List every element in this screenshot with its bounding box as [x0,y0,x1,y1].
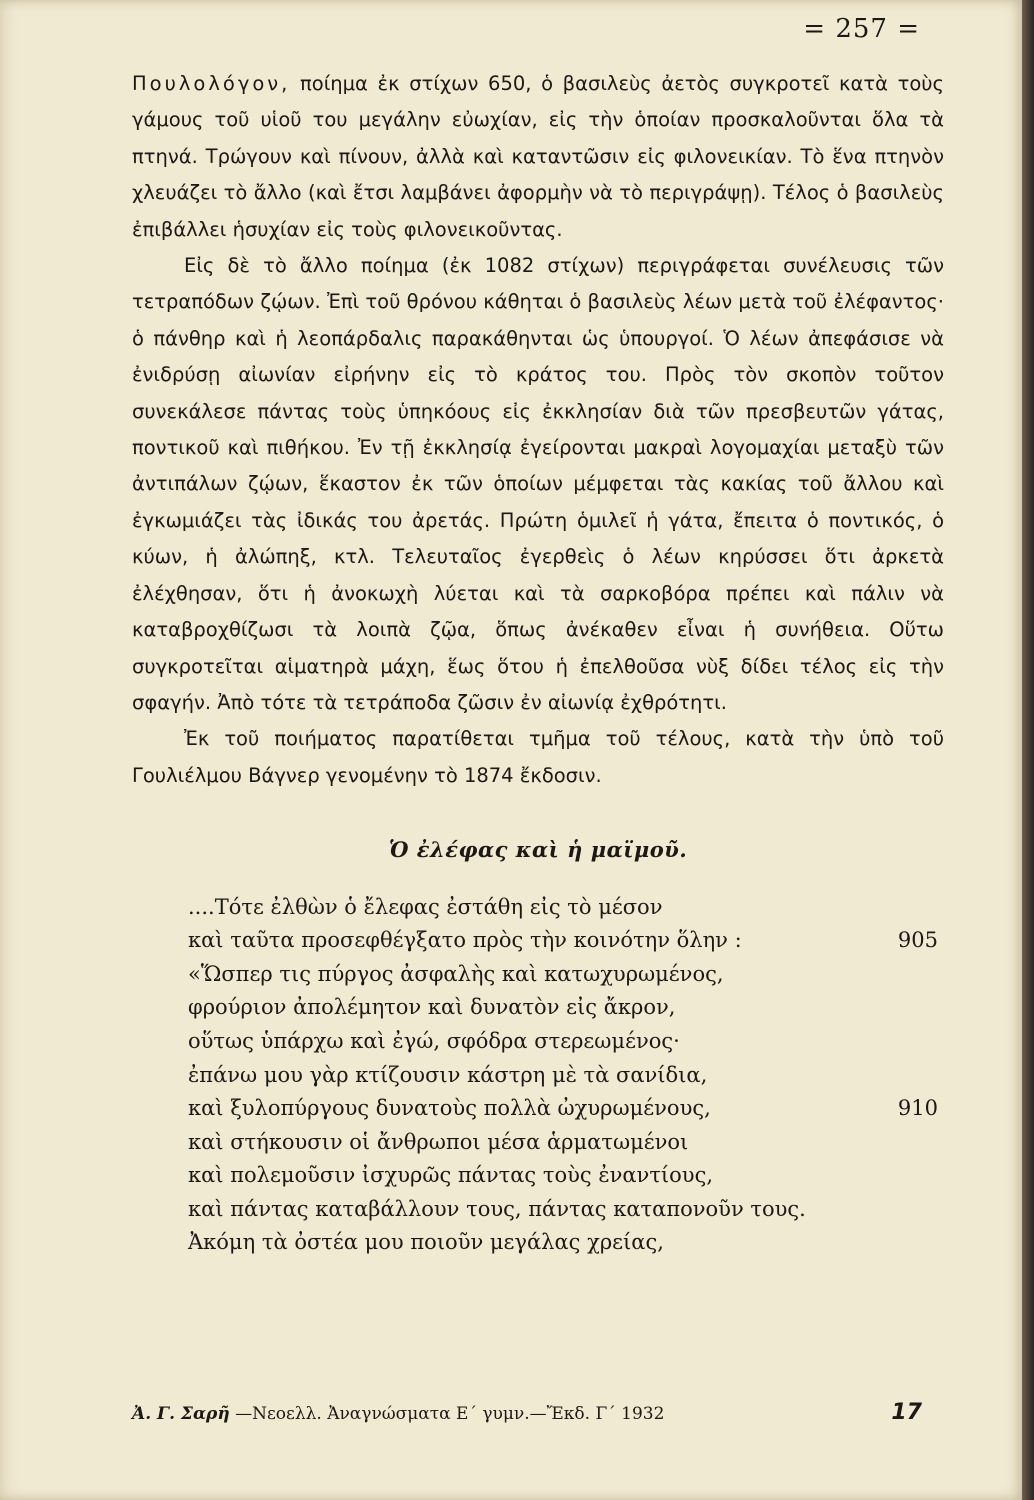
verse-line [132,1126,944,1160]
book-edge-shadow [1022,0,1034,1500]
verse-line [132,1025,944,1059]
verse-line [132,1092,944,1126]
page-number: = 257 = [803,14,920,44]
verse-line [132,1226,944,1260]
page-footer [132,1400,922,1425]
verse-text: καὶ ξυλοπύργους δυνατοὺς πολλὰ ὠχυρωμένους, [188,1096,711,1121]
verse-text: Ἀκόμη τὰ ὀστέα μου ποιοῦν μεγάλας χρείας, [188,1230,664,1255]
poem [132,891,944,1261]
paragraph-text: ποίημα ἐκ στίχων 650, ὁ βασιλεὺς ἀετὸς συγκροτεῖ κατὰ τοὺς γάμους τοῦ υἱοῦ του μεγάλην εὐωχίαν, εἰς τὴν ὁποίαν προσκαλοῦνται ὅλα τὰ πτηνά. Τρώγουν καὶ πίνουν, ἀλλὰ καὶ καταντῶσιν εἰς φιλονεικίαν. Τὸ ἕνα πτηνὸν χλευάζει τὸ ἄλλο (καὶ ἔτσι λαμβάνει ἀφορμὴν νὰ τὸ περιγράψῃ). Τέλος ὁ βασιλεὺς ἐπιβάλλει ἡσυχίαν εἰς τοὺς φιλονεικοῦντας. [132,72,944,241]
verse-text: καὶ πολεμοῦσιν ἰσχυρῶς πάντας τοὺς ἐναντίους, [188,1163,714,1188]
verse-line [132,1159,944,1193]
footer-author: Ἀ. Γ. Σαρῆ [132,1404,230,1424]
verse-text: ....Τότε ἐλθὼν ὁ ἔλεφας ἐστάθη εἰς τὸ μέσον [188,894,663,919]
verse-text: «Ὥσπερ τις πύργος ἀσφαλὴς καὶ κατωχυρωμένος, [188,961,724,986]
paragraph-1 [132,66,944,248]
footer-book-info: —Νεοελλ. Ἀναγνώσματα Ε΄ γυμν.—Ἔκδ. Γ΄ 1932 [229,1404,665,1424]
verse-text: καὶ ταῦτα προσεφθέγξατο πρὸς τὴν κοινότην ὅλην : [188,928,742,953]
verse-text: φρούριον ἀπολέμητον καὶ δυνατὸν εἰς ἄκρον, [188,995,676,1020]
verse-line [132,891,944,925]
paragraph-lead-word: Πουλολόγον, [132,72,291,95]
paragraph-2: Εἰς δὲ τὸ ἄλλο ποίημα (ἐκ 1082 στίχων) περιγράφεται συνέλευσις τῶν τετραπόδων ζῴων. Ἐπὶ τοῦ θρόνου κάθηται ὁ βασιλεὺς λέων μετὰ τοῦ ἐλέφαντος· ὁ πάνθηρ καὶ ἡ λεοπάρδαλις παρακάθηνται ὡς ὑπουργοί. Ὁ λέων ἀπεφάσισε νὰ ἐνιδρύσῃ αἰωνίαν εἰρήνην εἰς τὸ κράτος του. Πρὸς τὸν σκοπὸν τοῦτον συνεκάλεσε πάντας τοὺς ὑπηκόους εἰς ἐκκλησίαν διὰ τῶν πρεσβευτῶν γάτας, ποντικοῦ καὶ πιθήκου. Ἐν τῇ ἐκκλησίᾳ ἐγείρονται μακραὶ λογομαχίαι μεταξὺ τῶν ἀντιπάλων ζῴων, ἕκαστον ἐκ τῶν ὁποίων μέμφεται τὰς κακίας τοῦ ἄλλου καὶ ἐγκωμιάζει τὰς ἰδικάς του ἀρετάς. Πρώτη ὁμιλεῖ ἡ γάτα, ἔπειτα ὁ ποντικός, ὁ κύων, ἡ ἀλώπηξ, κτλ. Τελευταῖος ἐγερθεὶς ὁ λέων κηρύσσει ὅτι ἀρκετὰ ἐλέχθησαν, ὅτι ἡ ἀνοκωχὴ λύεται καὶ τὰ σαρκοβόρα πρέπει καὶ πάλιν νὰ καταβροχθίζωσι τὰ λοιπὰ ζῷα, ὅπως ἀνέκαθεν εἶναι ἡ συνήθεια. Οὕτω συγκροτεῖται αἱματηρὰ μάχη, ἕως ὅτου ἡ ἐπελθοῦσα νὺξ δίδει τέλος εἰς τὴν σφαγήν. Ἀπὸ τότε τὰ τετράποδα ζῶσιν ἐν αἰωνίᾳ ἐχθρότητι. [132,254,944,714]
verse-line [132,958,944,992]
verse-text: οὕτως ὑπάρχω καὶ ἐγώ, σφόδρα στερεωμένος· [188,1028,680,1053]
verse-line [132,991,944,1025]
verse-line [132,1193,944,1227]
verse-text: καὶ στήκουσιν οἱ ἄνθρωποι μέσα ἁρματωμένοι [188,1129,689,1154]
paragraph-3: Ἐκ τοῦ ποιήματος παρατίθεται τμῆμα τοῦ τέλους, κατὰ τὴν ὑπὸ τοῦ Γουλιέλμου Βάγνερ γενομένην τὸ 1874 ἔκδοσιν. [132,727,944,787]
verse-line [132,1059,944,1093]
body-text [132,66,944,1260]
verse-line [132,924,944,958]
verse-text: καὶ πάντας καταβάλλουν τους, πάντας καταπονοῦν τους. [188,1196,806,1221]
poem-title: Ὁ ἐλέφας καὶ ἡ μαϊμοῦ. [388,837,688,863]
printer-signature: 17 [891,1400,922,1425]
verse-number: 910 [897,1096,938,1121]
verse-number: 905 [897,928,938,953]
verse-text: ἐπάνω μου γὰρ κτίζουσιν κάστρη μὲ τὰ σανίδια, [188,1062,708,1087]
